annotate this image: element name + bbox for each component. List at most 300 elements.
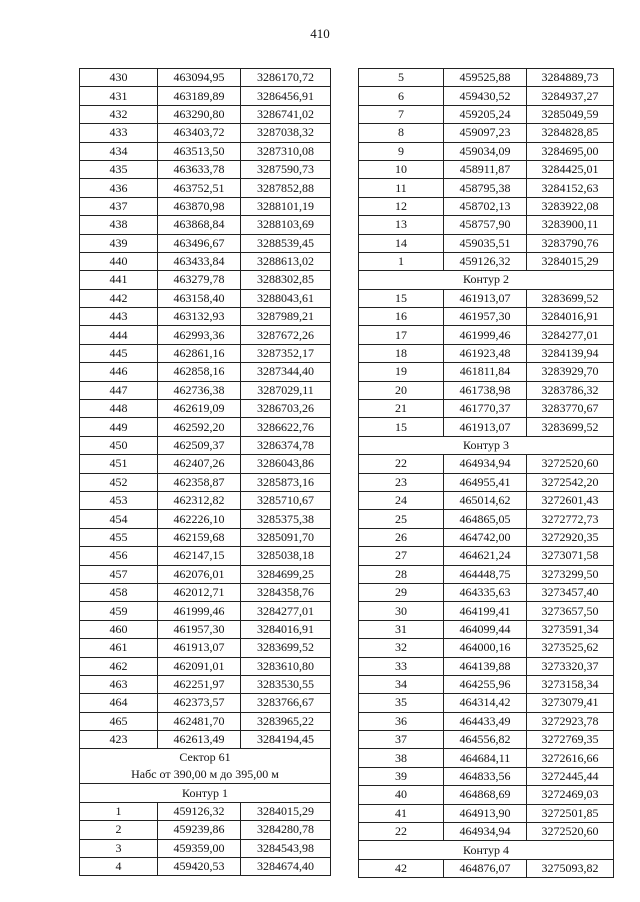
y-coordinate-cell: 3283790,76 xyxy=(527,234,614,252)
table-row xyxy=(359,87,614,105)
x-coordinate-cell: 461913,07 xyxy=(444,418,527,436)
table-row xyxy=(359,418,614,436)
y-coordinate-cell: 3287029,11 xyxy=(241,381,331,399)
y-coordinate-cell: 3288103,69 xyxy=(241,216,331,234)
point-number-cell: 8 xyxy=(359,124,444,142)
table-row xyxy=(80,547,331,565)
point-number-cell: 5 xyxy=(359,69,444,87)
table-row xyxy=(359,491,614,509)
table-row xyxy=(80,583,331,601)
x-coordinate-cell: 461811,84 xyxy=(444,363,527,381)
contour-label: Контур 4 xyxy=(359,841,614,859)
y-coordinate-cell: 3287344,40 xyxy=(241,363,331,381)
x-coordinate-cell: 462373,57 xyxy=(158,694,241,712)
point-number-cell: 6 xyxy=(359,87,444,105)
point-number-cell: 440 xyxy=(80,252,158,270)
y-coordinate-cell: 3272520,60 xyxy=(527,455,614,473)
contour-label: Контур 1 xyxy=(80,784,331,802)
point-number-cell: 30 xyxy=(359,602,444,620)
y-coordinate-cell: 3273591,34 xyxy=(527,620,614,638)
x-coordinate-cell: 459420,53 xyxy=(158,858,241,876)
y-coordinate-cell: 3284695,00 xyxy=(527,142,614,160)
x-coordinate-cell: 463189,89 xyxy=(158,87,241,105)
sector-range: Набс от 390,00 м до 395,00 м xyxy=(131,767,279,782)
point-number-cell: 464 xyxy=(80,694,158,712)
point-number-cell: 42 xyxy=(359,859,444,877)
table-row xyxy=(359,381,614,399)
table-row xyxy=(80,602,331,620)
point-number-cell: 446 xyxy=(80,363,158,381)
point-number-cell: 461 xyxy=(80,639,158,657)
point-number-cell: 41 xyxy=(359,804,444,822)
x-coordinate-cell: 464433,49 xyxy=(444,712,527,730)
y-coordinate-cell: 3283699,52 xyxy=(241,639,331,657)
y-coordinate-cell: 3287590,73 xyxy=(241,160,331,178)
x-coordinate-cell: 464833,56 xyxy=(444,767,527,785)
table-row xyxy=(359,731,614,749)
table-row xyxy=(80,858,331,876)
x-coordinate-cell: 458795,38 xyxy=(444,179,527,197)
x-coordinate-cell: 462858,16 xyxy=(158,363,241,381)
point-number-cell: 21 xyxy=(359,400,444,418)
coordinates-table-left xyxy=(79,68,331,876)
point-number-cell: 443 xyxy=(80,308,158,326)
point-number-cell: 39 xyxy=(359,767,444,785)
x-coordinate-cell: 459359,00 xyxy=(158,839,241,857)
x-coordinate-cell: 464556,82 xyxy=(444,731,527,749)
table-row xyxy=(359,804,614,822)
y-coordinate-cell: 3284674,40 xyxy=(241,858,331,876)
table-row xyxy=(80,712,331,730)
point-number-cell: 436 xyxy=(80,179,158,197)
sector-header-cell xyxy=(80,749,331,784)
x-coordinate-cell: 462613,49 xyxy=(158,731,241,749)
table-row xyxy=(80,436,331,454)
y-coordinate-cell: 3283699,52 xyxy=(527,418,614,436)
point-number-cell: 1 xyxy=(359,252,444,270)
y-coordinate-cell: 3285710,67 xyxy=(241,491,331,509)
point-number-cell: 455 xyxy=(80,528,158,546)
y-coordinate-cell: 3287310,08 xyxy=(241,142,331,160)
x-coordinate-cell: 464314,42 xyxy=(444,694,527,712)
x-coordinate-cell: 463496,67 xyxy=(158,234,241,252)
x-coordinate-cell: 464199,41 xyxy=(444,602,527,620)
table-row xyxy=(359,547,614,565)
table-row xyxy=(359,602,614,620)
x-coordinate-cell: 462251,97 xyxy=(158,675,241,693)
point-number-cell: 28 xyxy=(359,565,444,583)
y-coordinate-cell: 3288101,19 xyxy=(241,197,331,215)
y-coordinate-cell: 3273071,58 xyxy=(527,547,614,565)
point-number-cell: 2 xyxy=(80,821,158,839)
y-coordinate-cell: 3286703,26 xyxy=(241,400,331,418)
contour-label: Контур 3 xyxy=(359,436,614,454)
y-coordinate-cell: 3284277,01 xyxy=(241,602,331,620)
y-coordinate-cell: 3283786,32 xyxy=(527,381,614,399)
x-coordinate-cell: 463132,93 xyxy=(158,308,241,326)
table-row xyxy=(359,565,614,583)
y-coordinate-cell: 3272923,78 xyxy=(527,712,614,730)
x-coordinate-cell: 463403,72 xyxy=(158,124,241,142)
table-row xyxy=(80,839,331,857)
point-number-cell: 24 xyxy=(359,491,444,509)
table-row xyxy=(80,105,331,123)
table-row xyxy=(359,160,614,178)
table-row xyxy=(359,786,614,804)
point-number-cell: 33 xyxy=(359,657,444,675)
y-coordinate-cell: 3275093,82 xyxy=(527,859,614,877)
x-coordinate-cell: 464684,11 xyxy=(444,749,527,767)
point-number-cell: 434 xyxy=(80,142,158,160)
table-row xyxy=(80,179,331,197)
y-coordinate-cell: 3287038,32 xyxy=(241,124,331,142)
y-coordinate-cell: 3273457,40 xyxy=(527,583,614,601)
x-coordinate-cell: 464868,69 xyxy=(444,786,527,804)
y-coordinate-cell: 3283965,22 xyxy=(241,712,331,730)
point-number-cell: 20 xyxy=(359,381,444,399)
table-row xyxy=(80,69,331,87)
point-number-cell: 444 xyxy=(80,326,158,344)
x-coordinate-cell: 461999,46 xyxy=(444,326,527,344)
table-row xyxy=(80,473,331,491)
y-coordinate-cell: 3285091,70 xyxy=(241,528,331,546)
x-coordinate-cell: 459126,32 xyxy=(158,802,241,820)
point-number-cell: 10 xyxy=(359,160,444,178)
table-row xyxy=(80,142,331,160)
x-coordinate-cell: 461738,98 xyxy=(444,381,527,399)
point-number-cell: 15 xyxy=(359,289,444,307)
point-number-cell: 36 xyxy=(359,712,444,730)
contour-header-row xyxy=(359,271,614,289)
y-coordinate-cell: 3284015,29 xyxy=(527,252,614,270)
point-number-cell: 456 xyxy=(80,547,158,565)
y-coordinate-cell: 3273079,41 xyxy=(527,694,614,712)
y-coordinate-cell: 3272501,85 xyxy=(527,804,614,822)
y-coordinate-cell: 3272469,03 xyxy=(527,786,614,804)
point-number-cell: 441 xyxy=(80,271,158,289)
table-row xyxy=(359,142,614,160)
x-coordinate-cell: 459430,52 xyxy=(444,87,527,105)
y-coordinate-cell: 3283922,08 xyxy=(527,197,614,215)
x-coordinate-cell: 463868,84 xyxy=(158,216,241,234)
x-coordinate-cell: 459034,09 xyxy=(444,142,527,160)
x-coordinate-cell: 461923,48 xyxy=(444,344,527,362)
y-coordinate-cell: 3286374,78 xyxy=(241,436,331,454)
point-number-cell: 26 xyxy=(359,528,444,546)
table-row xyxy=(80,821,331,839)
y-coordinate-cell: 3284152,63 xyxy=(527,179,614,197)
x-coordinate-cell: 464742,00 xyxy=(444,528,527,546)
x-coordinate-cell: 464255,96 xyxy=(444,675,527,693)
point-number-cell: 451 xyxy=(80,455,158,473)
x-coordinate-cell: 464335,63 xyxy=(444,583,527,601)
table-row xyxy=(80,731,331,749)
y-coordinate-cell: 3284358,76 xyxy=(241,583,331,601)
point-number-cell: 458 xyxy=(80,583,158,601)
x-coordinate-cell: 463433,84 xyxy=(158,252,241,270)
point-number-cell: 459 xyxy=(80,602,158,620)
x-coordinate-cell: 465014,62 xyxy=(444,491,527,509)
x-coordinate-cell: 462076,01 xyxy=(158,565,241,583)
y-coordinate-cell: 3272520,60 xyxy=(527,823,614,841)
point-number-cell: 16 xyxy=(359,308,444,326)
table-row xyxy=(80,252,331,270)
y-coordinate-cell: 3284016,91 xyxy=(241,620,331,638)
x-coordinate-cell: 461770,37 xyxy=(444,400,527,418)
point-number-cell: 29 xyxy=(359,583,444,601)
point-number-cell: 463 xyxy=(80,675,158,693)
y-coordinate-cell: 3284280,78 xyxy=(241,821,331,839)
y-coordinate-cell: 3284937,27 xyxy=(527,87,614,105)
point-number-cell: 462 xyxy=(80,657,158,675)
table-row xyxy=(80,455,331,473)
y-coordinate-cell: 3273299,50 xyxy=(527,565,614,583)
y-coordinate-cell: 3284828,85 xyxy=(527,124,614,142)
y-coordinate-cell: 3286170,72 xyxy=(241,69,331,87)
table-row xyxy=(80,639,331,657)
table-row xyxy=(359,859,614,877)
y-coordinate-cell: 3288613,02 xyxy=(241,252,331,270)
x-coordinate-cell: 463870,98 xyxy=(158,197,241,215)
sector-title: Сектор 61 xyxy=(179,750,231,765)
point-number-cell: 445 xyxy=(80,344,158,362)
point-number-cell: 438 xyxy=(80,216,158,234)
y-coordinate-cell: 3283770,67 xyxy=(527,400,614,418)
point-number-cell: 460 xyxy=(80,620,158,638)
y-coordinate-cell: 3272542,20 xyxy=(527,473,614,491)
contour-header-row xyxy=(359,436,614,454)
y-coordinate-cell: 3284277,01 xyxy=(527,326,614,344)
x-coordinate-cell: 462312,82 xyxy=(158,491,241,509)
y-coordinate-cell: 3283530,55 xyxy=(241,675,331,693)
x-coordinate-cell: 464099,44 xyxy=(444,620,527,638)
table-row xyxy=(359,344,614,362)
point-number-cell: 22 xyxy=(359,823,444,841)
sector-header-row xyxy=(80,749,331,784)
y-coordinate-cell: 3284016,91 xyxy=(527,308,614,326)
table-row xyxy=(80,620,331,638)
y-coordinate-cell: 3285038,18 xyxy=(241,547,331,565)
table-row xyxy=(80,124,331,142)
x-coordinate-cell: 462226,10 xyxy=(158,510,241,528)
table-row xyxy=(359,124,614,142)
y-coordinate-cell: 3283699,52 xyxy=(527,289,614,307)
point-number-cell: 437 xyxy=(80,197,158,215)
y-coordinate-cell: 3273525,62 xyxy=(527,639,614,657)
point-number-cell: 448 xyxy=(80,400,158,418)
coordinates-table-right xyxy=(358,68,614,878)
point-number-cell: 442 xyxy=(80,289,158,307)
y-coordinate-cell: 3288302,85 xyxy=(241,271,331,289)
x-coordinate-cell: 461913,07 xyxy=(444,289,527,307)
point-number-cell: 31 xyxy=(359,620,444,638)
table-row xyxy=(359,252,614,270)
y-coordinate-cell: 3272920,35 xyxy=(527,528,614,546)
y-coordinate-cell: 3283610,80 xyxy=(241,657,331,675)
point-number-cell: 17 xyxy=(359,326,444,344)
y-coordinate-cell: 3286456,91 xyxy=(241,87,331,105)
y-coordinate-cell: 3288539,45 xyxy=(241,234,331,252)
x-coordinate-cell: 458911,87 xyxy=(444,160,527,178)
x-coordinate-cell: 461999,46 xyxy=(158,602,241,620)
point-number-cell: 18 xyxy=(359,344,444,362)
point-number-cell: 453 xyxy=(80,491,158,509)
point-number-cell: 3 xyxy=(80,839,158,857)
table-row xyxy=(80,528,331,546)
x-coordinate-cell: 459126,32 xyxy=(444,252,527,270)
point-number-cell: 38 xyxy=(359,749,444,767)
y-coordinate-cell: 3273158,34 xyxy=(527,675,614,693)
point-number-cell: 13 xyxy=(359,216,444,234)
table-row xyxy=(359,657,614,675)
point-number-cell: 25 xyxy=(359,510,444,528)
table-row xyxy=(359,326,614,344)
x-coordinate-cell: 462147,15 xyxy=(158,547,241,565)
x-coordinate-cell: 464934,94 xyxy=(444,823,527,841)
table-row xyxy=(80,400,331,418)
table-row xyxy=(80,197,331,215)
x-coordinate-cell: 464876,07 xyxy=(444,859,527,877)
table-row xyxy=(359,712,614,730)
y-coordinate-cell: 3284889,73 xyxy=(527,69,614,87)
table-row xyxy=(359,694,614,712)
point-number-cell: 465 xyxy=(80,712,158,730)
point-number-cell: 430 xyxy=(80,69,158,87)
table-row xyxy=(359,234,614,252)
x-coordinate-cell: 459525,88 xyxy=(444,69,527,87)
x-coordinate-cell: 464955,41 xyxy=(444,473,527,491)
point-number-cell: 9 xyxy=(359,142,444,160)
x-coordinate-cell: 462509,37 xyxy=(158,436,241,454)
table-row xyxy=(80,657,331,675)
point-number-cell: 40 xyxy=(359,786,444,804)
x-coordinate-cell: 462592,20 xyxy=(158,418,241,436)
x-coordinate-cell: 464934,94 xyxy=(444,455,527,473)
table-row xyxy=(359,767,614,785)
point-number-cell: 433 xyxy=(80,124,158,142)
table-row xyxy=(80,289,331,307)
y-coordinate-cell: 3286622,76 xyxy=(241,418,331,436)
table-row xyxy=(359,528,614,546)
x-coordinate-cell: 464865,05 xyxy=(444,510,527,528)
x-coordinate-cell: 463158,40 xyxy=(158,289,241,307)
point-number-cell: 15 xyxy=(359,418,444,436)
y-coordinate-cell: 3272601,43 xyxy=(527,491,614,509)
x-coordinate-cell: 462407,26 xyxy=(158,455,241,473)
table-row xyxy=(359,749,614,767)
y-coordinate-cell: 3283900,11 xyxy=(527,216,614,234)
table-row xyxy=(359,197,614,215)
y-coordinate-cell: 3273320,37 xyxy=(527,657,614,675)
point-number-cell: 431 xyxy=(80,87,158,105)
y-coordinate-cell: 3286741,02 xyxy=(241,105,331,123)
x-coordinate-cell: 462159,68 xyxy=(158,528,241,546)
table-row xyxy=(80,160,331,178)
table-row xyxy=(359,510,614,528)
x-coordinate-cell: 464448,75 xyxy=(444,565,527,583)
y-coordinate-cell: 3272769,35 xyxy=(527,731,614,749)
point-number-cell: 423 xyxy=(80,731,158,749)
x-coordinate-cell: 463094,95 xyxy=(158,69,241,87)
y-coordinate-cell: 3284543,98 xyxy=(241,839,331,857)
y-coordinate-cell: 3284139,94 xyxy=(527,344,614,362)
table-row xyxy=(80,216,331,234)
point-number-cell: 27 xyxy=(359,547,444,565)
x-coordinate-cell: 462012,71 xyxy=(158,583,241,601)
x-coordinate-cell: 462619,09 xyxy=(158,400,241,418)
point-number-cell: 11 xyxy=(359,179,444,197)
point-number-cell: 14 xyxy=(359,234,444,252)
y-coordinate-cell: 3286043,86 xyxy=(241,455,331,473)
x-coordinate-cell: 464000,16 xyxy=(444,639,527,657)
point-number-cell: 35 xyxy=(359,694,444,712)
table-row xyxy=(359,308,614,326)
table-row xyxy=(80,326,331,344)
y-coordinate-cell: 3284194,45 xyxy=(241,731,331,749)
point-number-cell: 22 xyxy=(359,455,444,473)
table-row xyxy=(80,271,331,289)
y-coordinate-cell: 3273657,50 xyxy=(527,602,614,620)
x-coordinate-cell: 463290,80 xyxy=(158,105,241,123)
point-number-cell: 12 xyxy=(359,197,444,215)
y-coordinate-cell: 3272616,66 xyxy=(527,749,614,767)
contour-header-row xyxy=(359,841,614,859)
x-coordinate-cell: 461957,30 xyxy=(444,308,527,326)
point-number-cell: 439 xyxy=(80,234,158,252)
x-coordinate-cell: 463513,50 xyxy=(158,142,241,160)
point-number-cell: 34 xyxy=(359,675,444,693)
x-coordinate-cell: 463752,51 xyxy=(158,179,241,197)
x-coordinate-cell: 458757,90 xyxy=(444,216,527,234)
point-number-cell: 449 xyxy=(80,418,158,436)
table-row xyxy=(359,823,614,841)
table-row xyxy=(359,289,614,307)
y-coordinate-cell: 3287989,21 xyxy=(241,308,331,326)
y-coordinate-cell: 3288043,61 xyxy=(241,289,331,307)
x-coordinate-cell: 462091,01 xyxy=(158,657,241,675)
table-row xyxy=(80,418,331,436)
point-number-cell: 1 xyxy=(80,802,158,820)
point-number-cell: 454 xyxy=(80,510,158,528)
y-coordinate-cell: 3285873,16 xyxy=(241,473,331,491)
point-number-cell: 447 xyxy=(80,381,158,399)
y-coordinate-cell: 3284699,25 xyxy=(241,565,331,583)
table-row xyxy=(359,639,614,657)
contour-label: Контур 2 xyxy=(359,271,614,289)
table-row xyxy=(359,216,614,234)
table-row xyxy=(80,234,331,252)
x-coordinate-cell: 463279,78 xyxy=(158,271,241,289)
x-coordinate-cell: 463633,78 xyxy=(158,160,241,178)
x-coordinate-cell: 459097,23 xyxy=(444,124,527,142)
point-number-cell: 4 xyxy=(80,858,158,876)
table-row xyxy=(359,473,614,491)
table-row xyxy=(80,694,331,712)
x-coordinate-cell: 461913,07 xyxy=(158,639,241,657)
page-number: 410 xyxy=(310,26,330,41)
y-coordinate-cell: 3285049,59 xyxy=(527,105,614,123)
table-row xyxy=(80,491,331,509)
table-row xyxy=(80,802,331,820)
x-coordinate-cell: 462993,36 xyxy=(158,326,241,344)
x-coordinate-cell: 459035,51 xyxy=(444,234,527,252)
table-row xyxy=(359,69,614,87)
point-number-cell: 19 xyxy=(359,363,444,381)
x-coordinate-cell: 462481,70 xyxy=(158,712,241,730)
point-number-cell: 37 xyxy=(359,731,444,749)
x-coordinate-cell: 459205,24 xyxy=(444,105,527,123)
table-row xyxy=(80,675,331,693)
